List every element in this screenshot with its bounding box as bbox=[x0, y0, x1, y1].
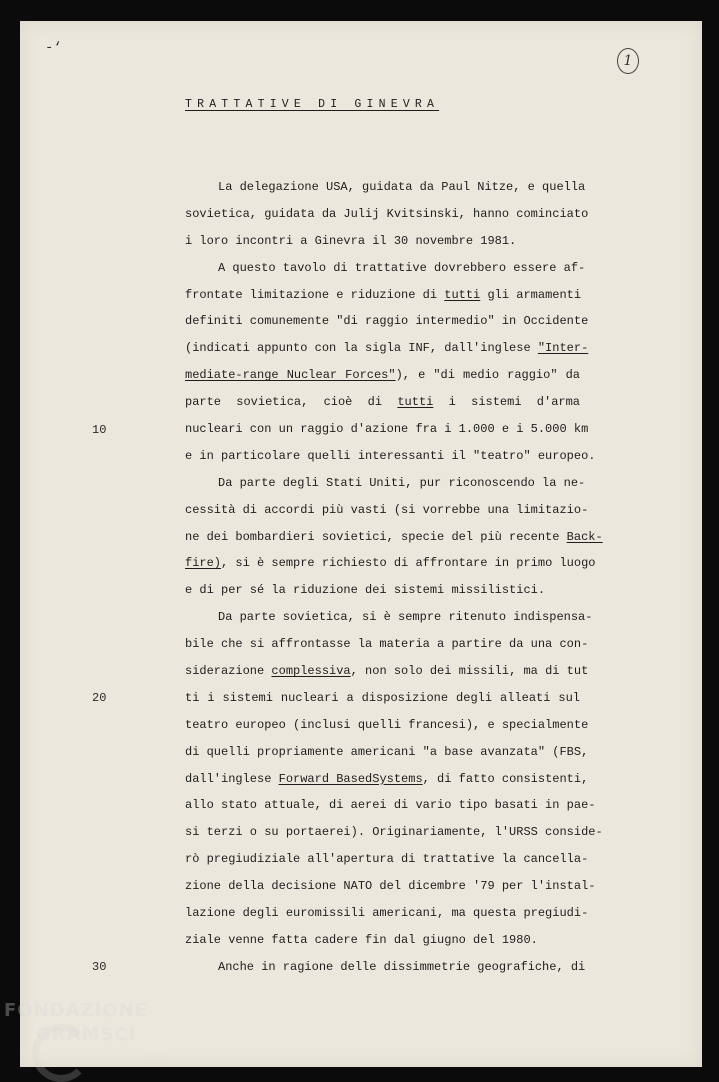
text-line: bile che si affrontasse la materia a partire da una con- bbox=[185, 637, 589, 652]
page-number: 1 bbox=[617, 48, 639, 74]
text-line: parte sovietica, cioè di tutti i sistemi d'arma bbox=[185, 395, 581, 410]
text-line: La delegazione USA, guidata da Paul Nitze, e quella bbox=[218, 180, 586, 194]
text-line: Da parte degli Stati Uniti, pur riconoscendo la ne- bbox=[218, 475, 586, 490]
text-line: allo stato attuale, di aerei di vario tipo basati in pae- bbox=[185, 798, 596, 813]
text-line: zione della decisione NATO del dicembre '79 per l'instal- bbox=[185, 879, 596, 894]
text-line: nucleari con un raggio d'azione fra i 1.000 e i 5.000 km bbox=[185, 422, 589, 437]
body-text bbox=[185, 178, 603, 985]
text-line: dall'inglese Forward BasedSystems, di fatto consistenti, bbox=[185, 771, 589, 786]
text-line: ti i sistemi nucleari a disposizione degli alleati sul bbox=[185, 690, 580, 705]
text-line: i loro incontri a Ginevra il 30 novembre 1981. bbox=[185, 233, 517, 248]
text-line: di quelli propriamente americani "a base avanzata" (FBS, bbox=[185, 744, 589, 759]
watermark-line-1: FONDAZIONE bbox=[4, 1000, 148, 1021]
text-line: mediate-range Nuclear Forces"), e "di medio raggio" da bbox=[185, 368, 580, 383]
text-line: sovietica, guidata da Julij Kvitsinski, hanno cominciato bbox=[185, 206, 589, 221]
text-line: teatro europeo (inclusi quelli francesi), e specialmente bbox=[185, 717, 589, 732]
text-line: (indicati appunto con la sigla INF, dall'inglese "Inter- bbox=[185, 341, 589, 356]
corner-mark: -‘ bbox=[45, 40, 62, 56]
watermark-g-logo-icon bbox=[32, 1024, 90, 1082]
text-line: ne dei bombardieri sovietici, specie del più recente Back- bbox=[185, 529, 603, 544]
text-line: Da parte sovietica, si è sempre ritenuto indispensa- bbox=[218, 610, 593, 625]
fondazione-gramsci-watermark bbox=[4, 1000, 168, 1061]
text-line: e di per sé la riduzione dei sistemi missilistici. bbox=[185, 583, 546, 598]
text-line: A questo tavolo di trattative dovrebbero essere af- bbox=[218, 260, 586, 275]
text-line: lazione degli euromissili americani, ma questa pregiudi- bbox=[185, 906, 589, 921]
document-title: TRATTATIVE DI GINEVRA bbox=[185, 98, 440, 111]
text-line: si terzi o su portaerei). Originariamente, l'URSS conside- bbox=[185, 825, 603, 840]
text-line: rò pregiudiziale all'apertura di trattative la cancella- bbox=[185, 852, 589, 867]
watermark-line-3: onlus bbox=[144, 1053, 168, 1061]
line-number-10: 10 bbox=[92, 423, 107, 437]
text-line: ziale venne fatta cadere fin dal giugno del 1980. bbox=[185, 932, 538, 947]
line-number-30: 30 bbox=[92, 960, 107, 974]
text-line: siderazione complessiva, non solo dei missili, ma di tut bbox=[185, 664, 589, 679]
text-line: frontate limitazione e riduzione di tutti gli armamenti bbox=[185, 287, 582, 302]
text-line: cessità di accordi più vasti (si vorrebbe una limitazio- bbox=[185, 502, 589, 517]
text-line: fire), si è sempre richiesto di affrontare in primo luogo bbox=[185, 556, 596, 571]
text-line: Anche in ragione delle dissimmetrie geografiche, di bbox=[218, 959, 586, 974]
text-line: definiti comunemente "di raggio intermedio" in Occidente bbox=[185, 314, 589, 329]
text-line: e in particolare quelli interessanti il "teatro" europeo. bbox=[185, 448, 596, 463]
watermark-line-2: GRAMSCI bbox=[36, 1024, 137, 1045]
line-number-20: 20 bbox=[92, 691, 107, 705]
